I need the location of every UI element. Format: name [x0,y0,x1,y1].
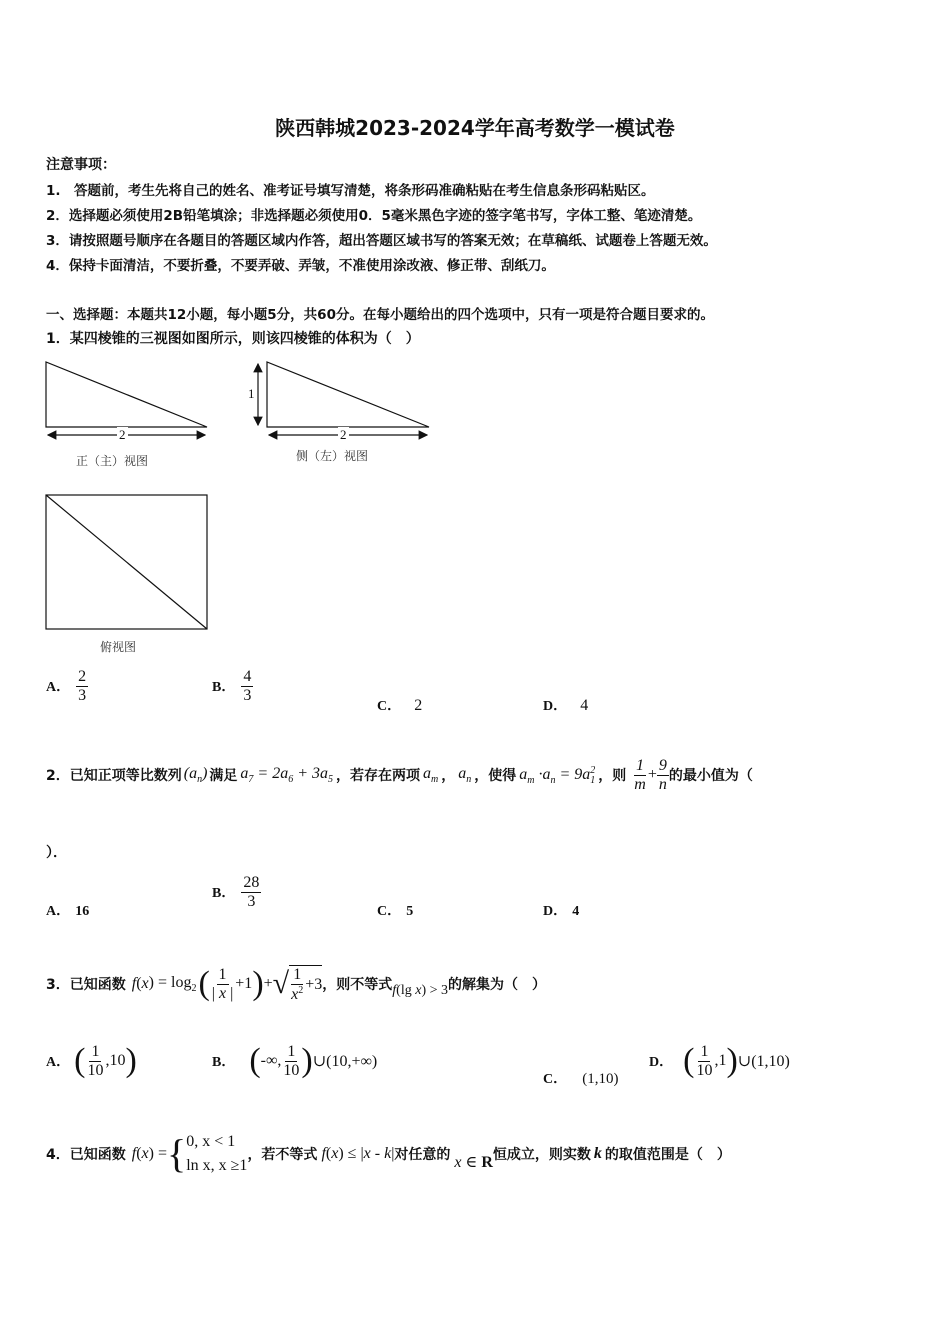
side-view [258,362,429,435]
notice-heading: 注意事项： [46,157,116,173]
question-2-end: ）． [46,845,67,861]
question-2-stem: 2．已知正项等比数列 $(a_n)$ 满足 $a_7 = 2a_6 + 3a_5$ ，若存在两项 $a_m$ ， $a_n$ ，使得 $a_m \cdot a_n = 9a_1^2$ ，则 $\frac{1}{m}$ + $\frac{9}{n}$ 的最小值为（ [46,756,753,793]
q2-option-a[interactable]: A． 16 [46,904,90,919]
side-dimension-label: 2 [340,427,347,442]
q2-option-b[interactable]: B． $\frac{28}{3}$ [212,874,260,910]
q1-option-d[interactable]: D． 4 [543,697,589,714]
height-dimension-label: 1 [248,386,255,401]
front-dimension-label: 2 [119,427,126,442]
question-1-stem: 1．某四棱锥的三视图如图所示，则该四棱锥的体积为（ ） [46,331,420,347]
notice-item: 3．请按照题号顺序在各题目的答题区域内作答，超出答题区域书写的答案无效；在草稿纸、试题卷上答题无效。 [46,233,717,249]
notice-item: 2．选择题必须使用2B铅笔填涂；非选择题必须使用0．5毫米黑色字迹的签字笔书写，字体工整、笔迹清楚。 [46,208,702,224]
front-view-caption: 正（主）视图 [76,454,149,468]
q3-option-d[interactable]: D． ( $\frac{1}{10}$ ,1 ) ∪(1,10) [649,1042,790,1079]
question-3-stem: 3．已知函数 f ( x ) = $\log_2$ ( $\frac{1}{| x |}$ +1 ) + √ $\frac{1}{x^2}$ +3 ，则不等式 f (lg x) > 3 的解集为（ ） [46,965,547,1003]
notice-item: 4．保持卡面清洁，不要折叠，不要弄破、弄皱，不准使用涂改液、修正带、刮纸刀。 [46,258,555,274]
q3-option-c[interactable]: C． (1,10) [543,1071,619,1087]
side-view-caption: 侧（左）视图 [296,449,369,463]
q3-option-a[interactable]: A． ( $\frac{1}{10}$ ,10 ) [46,1042,137,1079]
top-view [46,495,207,629]
q3-option-b[interactable]: B． ( -∞, $\frac{1}{10}$ ) ∪(10,+∞) [212,1042,378,1079]
q1-option-b[interactable]: B． $\frac{4}{3}$ [212,668,252,704]
page-title: 陕西韩城2023-2024学年高考数学一模试卷 [275,116,675,140]
notice-item: 1. 答题前，考生先将自己的姓名、准考证号填写清楚，将条形码准确粘贴在考生信息条形码粘贴区。 [46,183,655,199]
q1-option-c[interactable]: C． 2 [377,697,423,714]
question-4-stem: 4．已知函数 f ( x ) = { 0, x < 1 ln x, x ≥1 ，若不等式 f (x) ≤ |x - k| 对任意的 x ∈ R 恒成立，则实数 k 的取值范围是（ ） [46,1131,731,1176]
q1-option-a[interactable]: A． $\frac{2}{3}$ [46,668,87,704]
q2-option-d[interactable]: D． 4 [543,904,580,919]
section-heading: 一、选择题：本题共12小题，每小题5分，共60分。在每小题给出的四个选项中，只有一项是符合题目要求的。 [46,307,714,323]
q2-option-c[interactable]: C． 5 [377,904,414,919]
top-view-caption: 俯视图 [100,640,137,654]
front-view [46,362,207,435]
